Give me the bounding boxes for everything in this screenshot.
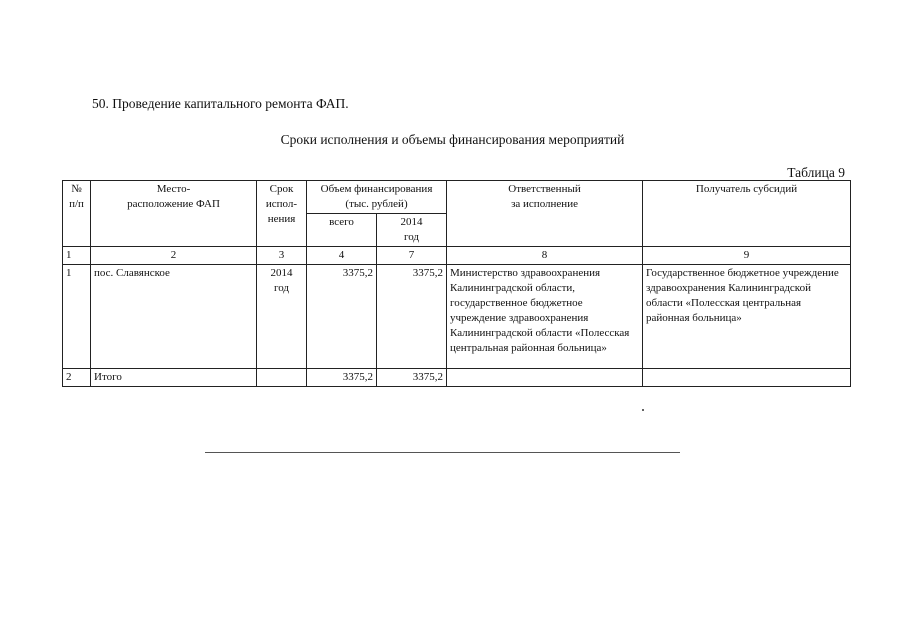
header-funding: Объем финансирования (тыс. рублей) bbox=[307, 181, 447, 214]
row2-location: Итого bbox=[91, 369, 257, 387]
header-total: всего bbox=[307, 214, 377, 247]
header-location: Место- расположение ФАП bbox=[91, 181, 257, 247]
row2-recipient bbox=[643, 369, 851, 387]
colnum-4: 4 bbox=[307, 247, 377, 265]
row2-year-value: 3375,2 bbox=[377, 369, 447, 387]
table-row bbox=[63, 265, 851, 369]
colnum-1: 1 bbox=[63, 247, 91, 265]
table-row bbox=[63, 369, 851, 387]
row1-responsible: Министерство здравоохранения Калининградской области, государственное бюджетное учреждение здравоохранения Калининградской области «Полесская центральная районная больница» bbox=[447, 265, 643, 369]
row2-total: 3375,2 bbox=[307, 369, 377, 387]
row2-num: 2 bbox=[63, 369, 91, 387]
row2-term bbox=[257, 369, 307, 387]
header-num: № п/п bbox=[63, 181, 91, 247]
header-recipient: Получатель субсидий bbox=[643, 181, 851, 247]
header-responsible: Ответственный за исполнение bbox=[447, 181, 643, 247]
row1-year-value: 3375,2 bbox=[377, 265, 447, 369]
funding-table bbox=[62, 180, 851, 387]
row1-num: 1 bbox=[63, 265, 91, 369]
table-number-label: Таблица 9 bbox=[787, 165, 845, 180]
row1-total: 3375,2 bbox=[307, 265, 377, 369]
row1-location: пос. Славянское bbox=[91, 265, 257, 369]
colnum-3: 3 bbox=[257, 247, 307, 265]
scan-speck bbox=[642, 409, 644, 411]
column-number-row bbox=[63, 247, 851, 265]
row1-recipient: Государственное бюджетное учреждение здравоохранения Калининградской области «Полесская центральная районная больница» bbox=[643, 265, 851, 369]
colnum-7: 7 bbox=[377, 247, 447, 265]
table-subtitle: Сроки исполнения и объемы финансирования мероприятий bbox=[280, 132, 625, 147]
separator-line bbox=[205, 452, 680, 453]
colnum-8: 8 bbox=[447, 247, 643, 265]
row1-term: 2014 год bbox=[257, 265, 307, 369]
header-term: Срок испол- нения bbox=[257, 181, 307, 247]
header-row bbox=[63, 181, 851, 214]
colnum-2: 2 bbox=[91, 247, 257, 265]
section-heading: 50. Проведение капитального ремонта ФАП. bbox=[92, 96, 349, 111]
colnum-9: 9 bbox=[643, 247, 851, 265]
header-year: 2014 год bbox=[377, 214, 447, 247]
row2-responsible bbox=[447, 369, 643, 387]
